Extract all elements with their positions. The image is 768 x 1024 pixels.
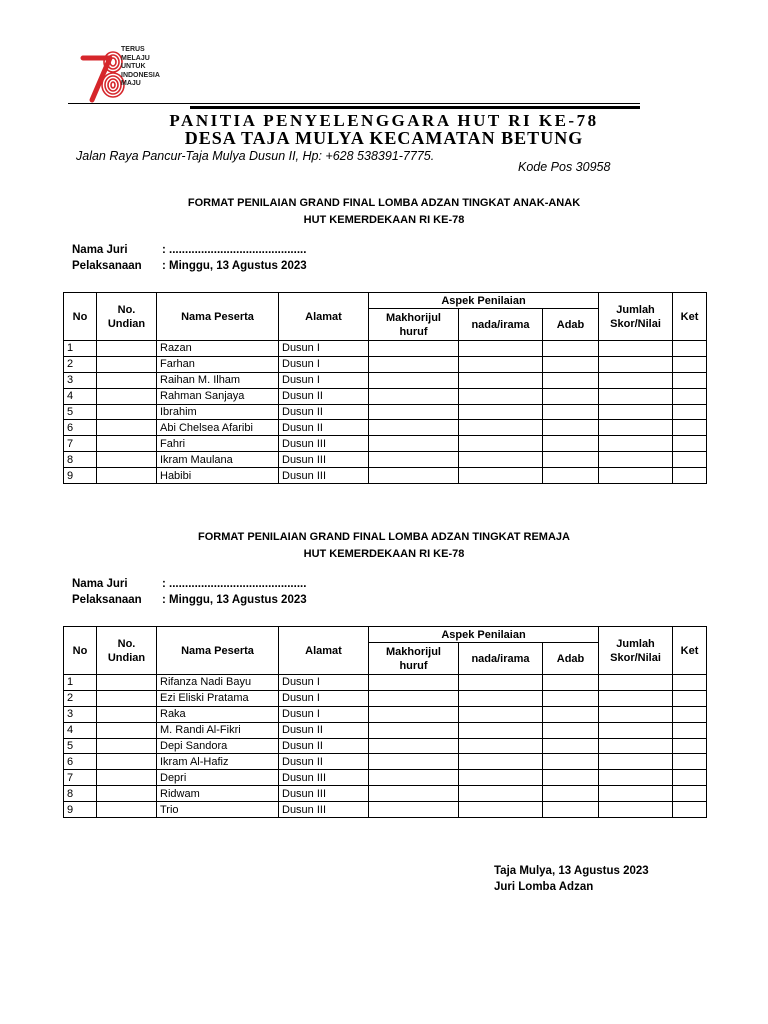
cell-alamat: Dusun II (279, 404, 369, 420)
cell-nama: Rifanza Nadi Bayu (157, 675, 279, 691)
cell-nama: Razan (157, 341, 279, 357)
table-row (64, 675, 707, 691)
table-row (64, 770, 707, 786)
cell-jumlah[interactable] (599, 452, 673, 468)
cell-alamat: Dusun I (279, 690, 369, 706)
cell-undian[interactable] (97, 786, 157, 802)
table-row (64, 436, 707, 452)
col-adab: Adab (543, 643, 599, 675)
cell-nada[interactable] (459, 436, 543, 452)
cell-jumlah[interactable] (599, 372, 673, 388)
cell-undian[interactable] (97, 722, 157, 738)
cell-ket[interactable] (673, 722, 707, 738)
cell-adab[interactable] (543, 404, 599, 420)
cell-ket[interactable] (673, 468, 707, 484)
cell-no: 8 (64, 786, 97, 802)
cell-alamat: Dusun III (279, 786, 369, 802)
col-adab: Adab (543, 309, 599, 341)
cell-jumlah[interactable] (599, 356, 673, 372)
section1-juri-value: : ........................................... (162, 244, 307, 256)
cell-jumlah[interactable] (599, 738, 673, 754)
cell-makhorijul[interactable] (369, 738, 459, 754)
cell-nama: Depri (157, 770, 279, 786)
cell-adab[interactable] (543, 341, 599, 357)
cell-ket[interactable] (673, 420, 707, 436)
cell-nama: M. Randi Al-Fikri (157, 722, 279, 738)
col-ket: Ket (673, 627, 707, 675)
section2-subtitle: HUT KEMERDEKAAN RI KE-78 (303, 548, 465, 560)
cell-makhorijul[interactable] (369, 754, 459, 770)
table-row (64, 754, 707, 770)
cell-undian[interactable] (97, 404, 157, 420)
cell-makhorijul[interactable] (369, 786, 459, 802)
cell-nama: Rahman Sanjaya (157, 388, 279, 404)
cell-nama: Habibi (157, 468, 279, 484)
section1-score-table (63, 292, 707, 484)
cell-nama: Ikram Al-Hafiz (157, 754, 279, 770)
cell-nada[interactable] (459, 690, 543, 706)
cell-makhorijul[interactable] (369, 341, 459, 357)
cell-adab[interactable] (543, 452, 599, 468)
cell-makhorijul[interactable] (369, 452, 459, 468)
cell-adab[interactable] (543, 436, 599, 452)
cell-undian[interactable] (97, 754, 157, 770)
cell-makhorijul[interactable] (369, 675, 459, 691)
col-alamat: Alamat (279, 627, 369, 675)
cell-ket[interactable] (673, 675, 707, 691)
table-row (64, 690, 707, 706)
cell-nada[interactable] (459, 356, 543, 372)
cell-adab[interactable] (543, 738, 599, 754)
cell-ket[interactable] (673, 802, 707, 818)
cell-adab[interactable] (543, 706, 599, 722)
col-nada: nada/irama (459, 309, 543, 341)
cell-alamat: Dusun I (279, 706, 369, 722)
cell-undian[interactable] (97, 738, 157, 754)
col-no: No (64, 627, 97, 675)
cell-jumlah[interactable] (599, 690, 673, 706)
cell-jumlah[interactable] (599, 436, 673, 452)
header-rule-thick (190, 106, 640, 109)
cell-alamat: Dusun III (279, 802, 369, 818)
cell-nada[interactable] (459, 770, 543, 786)
cell-no: 6 (64, 420, 97, 436)
cell-undian[interactable] (97, 436, 157, 452)
cell-no: 4 (64, 388, 97, 404)
cell-ket[interactable] (673, 738, 707, 754)
cell-no: 5 (64, 738, 97, 754)
cell-alamat: Dusun III (279, 452, 369, 468)
cell-nama: Ikram Maulana (157, 452, 279, 468)
cell-adab[interactable] (543, 420, 599, 436)
cell-nama: Trio (157, 802, 279, 818)
cell-makhorijul[interactable] (369, 690, 459, 706)
cell-no: 3 (64, 706, 97, 722)
table-row (64, 452, 707, 468)
table-row (64, 420, 707, 436)
col-undian: No. Undian (97, 627, 157, 675)
cell-nada[interactable] (459, 420, 543, 436)
col-jumlah: Jumlah Skor/Nilai (599, 293, 673, 341)
cell-jumlah[interactable] (599, 770, 673, 786)
cell-alamat: Dusun II (279, 738, 369, 754)
cell-adab[interactable] (543, 786, 599, 802)
section1-pelaksanaan-value: : Minggu, 13 Agustus 2023 (162, 260, 307, 272)
cell-ket[interactable] (673, 404, 707, 420)
col-makhorijul: Makhorijul huruf (369, 309, 459, 341)
col-alamat: Alamat (279, 293, 369, 341)
cell-nama: Farhan (157, 356, 279, 372)
cell-no: 4 (64, 722, 97, 738)
cell-nama: Fahri (157, 436, 279, 452)
table-row (64, 706, 707, 722)
cell-nama: Ibrahim (157, 404, 279, 420)
village-title: DESA TAJA MULYA KECAMATAN BETUNG (184, 128, 584, 148)
cell-undian[interactable] (97, 420, 157, 436)
cell-alamat: Dusun I (279, 356, 369, 372)
cell-makhorijul[interactable] (369, 802, 459, 818)
signature-role: Juri Lomba Adzan (494, 881, 594, 893)
cell-jumlah[interactable] (599, 754, 673, 770)
cell-nada[interactable] (459, 722, 543, 738)
cell-makhorijul[interactable] (369, 770, 459, 786)
cell-nada[interactable] (459, 802, 543, 818)
cell-undian[interactable] (97, 468, 157, 484)
section1-title: FORMAT PENILAIAN GRAND FINAL LOMBA ADZAN TINGKAT ANAK-ANAK (187, 197, 581, 209)
cell-adab[interactable] (543, 690, 599, 706)
section2-juri-value: : ........................................... (162, 578, 307, 590)
cell-jumlah[interactable] (599, 388, 673, 404)
cell-no: 9 (64, 468, 97, 484)
cell-nada[interactable] (459, 738, 543, 754)
cell-adab[interactable] (543, 388, 599, 404)
cell-makhorijul[interactable] (369, 404, 459, 420)
cell-makhorijul[interactable] (369, 436, 459, 452)
signature-date: Taja Mulya, 13 Agustus 2023 (494, 865, 649, 877)
table-row (64, 388, 707, 404)
cell-adab[interactable] (543, 372, 599, 388)
cell-nama: Raka (157, 706, 279, 722)
committee-title: PANITIA PENYELENGGARA HUT RI KE-78 (169, 111, 599, 130)
cell-jumlah[interactable] (599, 341, 673, 357)
table-row (64, 738, 707, 754)
cell-jumlah[interactable] (599, 722, 673, 738)
cell-no: 9 (64, 802, 97, 818)
col-jumlah: Jumlah Skor/Nilai (599, 627, 673, 675)
cell-undian[interactable] (97, 706, 157, 722)
cell-makhorijul[interactable] (369, 722, 459, 738)
cell-nada[interactable] (459, 706, 543, 722)
section2-title: FORMAT PENILAIAN GRAND FINAL LOMBA ADZAN TINGKAT REMAJA (198, 531, 570, 543)
cell-makhorijul[interactable] (369, 468, 459, 484)
col-aspek: Aspek Penilaian (369, 293, 599, 309)
cell-no: 5 (64, 404, 97, 420)
cell-alamat: Dusun II (279, 722, 369, 738)
cell-ket[interactable] (673, 786, 707, 802)
table-row (64, 468, 707, 484)
table-row (64, 404, 707, 420)
table-row (64, 341, 707, 357)
cell-jumlah[interactable] (599, 468, 673, 484)
cell-undian[interactable] (97, 372, 157, 388)
postal-code: Kode Pos 30958 (518, 160, 611, 174)
section2-juri-label: Nama Juri (72, 578, 128, 590)
cell-ket[interactable] (673, 372, 707, 388)
cell-undian[interactable] (97, 388, 157, 404)
col-nada: nada/irama (459, 643, 543, 675)
cell-no: 7 (64, 770, 97, 786)
cell-jumlah[interactable] (599, 802, 673, 818)
cell-no: 8 (64, 452, 97, 468)
cell-nama: Ridwam (157, 786, 279, 802)
section2-pelaksanaan-label: Pelaksanaan (72, 594, 142, 606)
header-rule-thin (68, 103, 640, 104)
col-ket: Ket (673, 293, 707, 341)
cell-alamat: Dusun III (279, 468, 369, 484)
section1-juri-label: Nama Juri (72, 244, 128, 256)
cell-alamat: Dusun I (279, 372, 369, 388)
table-row (64, 786, 707, 802)
cell-nada[interactable] (459, 372, 543, 388)
cell-nada[interactable] (459, 388, 543, 404)
cell-alamat: Dusun II (279, 388, 369, 404)
cell-makhorijul[interactable] (369, 420, 459, 436)
cell-alamat: Dusun II (279, 754, 369, 770)
cell-no: 7 (64, 436, 97, 452)
cell-no: 2 (64, 356, 97, 372)
cell-adab[interactable] (543, 754, 599, 770)
cell-adab[interactable] (543, 770, 599, 786)
cell-nama: Ezi Eliski Pratama (157, 690, 279, 706)
cell-nada[interactable] (459, 341, 543, 357)
cell-makhorijul[interactable] (369, 388, 459, 404)
cell-ket[interactable] (673, 754, 707, 770)
cell-makhorijul[interactable] (369, 372, 459, 388)
col-nama: Nama Peserta (157, 627, 279, 675)
cell-no: 3 (64, 372, 97, 388)
cell-ket[interactable] (673, 770, 707, 786)
cell-nada[interactable] (459, 452, 543, 468)
cell-undian[interactable] (97, 770, 157, 786)
col-nama: Nama Peserta (157, 293, 279, 341)
cell-ket[interactable] (673, 388, 707, 404)
section1-pelaksanaan-label: Pelaksanaan (72, 260, 142, 272)
table-row (64, 356, 707, 372)
cell-undian[interactable] (97, 675, 157, 691)
cell-undian[interactable] (97, 341, 157, 357)
cell-ket[interactable] (673, 706, 707, 722)
cell-undian[interactable] (97, 802, 157, 818)
col-undian: No. Undian (97, 293, 157, 341)
cell-adab[interactable] (543, 802, 599, 818)
cell-nada[interactable] (459, 786, 543, 802)
cell-ket[interactable] (673, 690, 707, 706)
cell-ket[interactable] (673, 452, 707, 468)
cell-ket[interactable] (673, 356, 707, 372)
cell-jumlah[interactable] (599, 420, 673, 436)
section1-subtitle: HUT KEMERDEKAAN RI KE-78 (303, 214, 465, 226)
cell-undian[interactable] (97, 356, 157, 372)
cell-no: 1 (64, 341, 97, 357)
cell-nama: Raihan M. Ilham (157, 372, 279, 388)
cell-no: 2 (64, 690, 97, 706)
cell-alamat: Dusun II (279, 420, 369, 436)
section2-score-table (63, 626, 707, 818)
table-row (64, 372, 707, 388)
cell-jumlah[interactable] (599, 675, 673, 691)
cell-adab[interactable] (543, 468, 599, 484)
cell-adab[interactable] (543, 675, 599, 691)
cell-nama: Depi Sandora (157, 738, 279, 754)
cell-nada[interactable] (459, 754, 543, 770)
cell-jumlah[interactable] (599, 404, 673, 420)
cell-undian[interactable] (97, 452, 157, 468)
cell-nama: Abi Chelsea Afaribi (157, 420, 279, 436)
cell-makhorijul[interactable] (369, 706, 459, 722)
cell-alamat: Dusun III (279, 770, 369, 786)
col-makhorijul: Makhorijul huruf (369, 643, 459, 675)
cell-jumlah[interactable] (599, 786, 673, 802)
col-aspek: Aspek Penilaian (369, 627, 599, 643)
table-row (64, 802, 707, 818)
logo-tagline: TERUS MELAJU UNTUK INDONESIA MAJU (121, 46, 160, 87)
table-row (64, 722, 707, 738)
col-no: No (64, 293, 97, 341)
cell-no: 6 (64, 754, 97, 770)
cell-undian[interactable] (97, 690, 157, 706)
cell-nada[interactable] (459, 675, 543, 691)
section2-pelaksanaan-value: : Minggu, 13 Agustus 2023 (162, 594, 307, 606)
cell-nada[interactable] (459, 404, 543, 420)
cell-ket[interactable] (673, 436, 707, 452)
cell-alamat: Dusun I (279, 675, 369, 691)
cell-no: 1 (64, 675, 97, 691)
cell-adab[interactable] (543, 722, 599, 738)
cell-alamat: Dusun III (279, 436, 369, 452)
cell-jumlah[interactable] (599, 706, 673, 722)
cell-adab[interactable] (543, 356, 599, 372)
address-line: Jalan Raya Pancur-Taja Mulya Dusun II, Hp: +628 538391-7775. (76, 149, 435, 163)
cell-ket[interactable] (673, 341, 707, 357)
cell-alamat: Dusun I (279, 341, 369, 357)
cell-makhorijul[interactable] (369, 356, 459, 372)
cell-nada[interactable] (459, 468, 543, 484)
